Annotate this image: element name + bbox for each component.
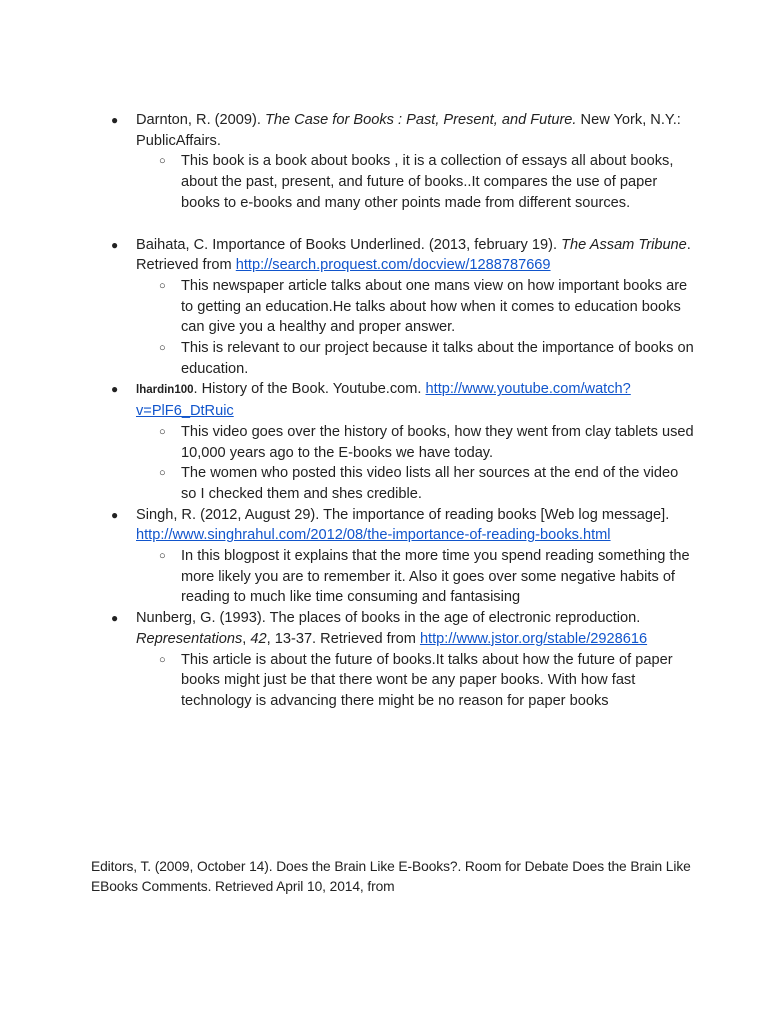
- circle-bullet-icon: ○: [159, 467, 166, 480]
- annotation-item: [159, 650, 696, 712]
- reference-entry: [111, 379, 696, 504]
- annotation-text: The women who posted this video lists all her sources at the end of the video so I checked them and shes credible.: [181, 465, 679, 502]
- annotation-list: [159, 546, 696, 608]
- bullet-icon: ●: [111, 113, 119, 127]
- bibliography-list: [111, 110, 696, 712]
- reference-link[interactable]: http://search.proquest.com/docview/1288787669: [235, 257, 551, 274]
- circle-bullet-icon: ○: [159, 653, 166, 666]
- citation-journal: Representations: [136, 630, 243, 647]
- reference-entry: [111, 235, 696, 380]
- circle-bullet-icon: ○: [159, 279, 166, 292]
- annotation-list: [159, 276, 696, 380]
- annotation-text: This article is about the future of books.It talks about how the future of paper books might just be that there wont be any paper books. With how fast technology is advancing there might be no reason for paper books: [181, 651, 673, 709]
- annotation-item: [159, 276, 696, 338]
- reference-citation: [136, 608, 696, 649]
- annotation-item: [159, 422, 696, 463]
- citation-text: ,: [242, 630, 251, 647]
- annotation-text: This book is a book about books , it is a collection of essays all about books, about the past, present, and future of books..It compares the use of paper books to e-books and many other points made from different sources.: [181, 153, 674, 211]
- citation-title: The Case for Books : Past, Present, and Future.: [264, 112, 577, 128]
- citation-text: , 13-37. Retrieved from: [266, 630, 420, 647]
- annotation-text: This newspaper article talks about one mans view on how important books are to getting an education.He talks about how when it comes to education books can give you a healthy and proper answer.: [181, 277, 688, 336]
- annotation-text: This video goes over the history of books, how they went from clay tablets used 10,000 years ago to the E-books we have today.: [181, 423, 694, 461]
- reference-entry: [111, 110, 696, 214]
- citation-text: Singh, R. (2012, August 29). The importance of reading books [Web log message].: [136, 506, 670, 523]
- citation-text: Baihata, C. Importance of Books Underlined. (2013, february 19).: [136, 236, 562, 253]
- reference-link[interactable]: http://www.youtube.com/watch?v=PlF6_DtRuic: [136, 381, 631, 420]
- citation-text: . History of the Book. Youtube.com.: [193, 381, 426, 398]
- author-handle: lhardin100: [136, 384, 194, 397]
- citation-title: The Assam Tribune: [561, 236, 687, 253]
- annotation-text: This is relevant to our project because it talks about the importance of books on education.: [181, 340, 694, 377]
- circle-bullet-icon: ○: [159, 425, 166, 438]
- reference-citation: [136, 110, 696, 151]
- circle-bullet-icon: ○: [159, 550, 166, 563]
- annotation-item: [159, 338, 696, 379]
- bullet-icon: ●: [111, 507, 119, 522]
- reference-citation: [136, 379, 696, 421]
- bullet-icon: ●: [111, 611, 119, 626]
- citation-text: Darnton, R. (2009).: [136, 112, 265, 128]
- reference-entry: [111, 505, 696, 609]
- reference-link[interactable]: http://www.singhrahul.com/2012/08/the-importance-of-reading-books.html: [136, 527, 611, 544]
- citation-text: . Retrieved from: [136, 236, 691, 274]
- citation-text: New York, N.Y.: PublicAffairs.: [136, 112, 681, 149]
- reference-link[interactable]: http://www.jstor.org/stable/2928616: [419, 630, 648, 647]
- bullet-icon: ●: [111, 237, 119, 252]
- annotation-text: In this blogpost it explains that the more time you spend reading something the more likely you are to remember it. Also it goes over some negative habits of reading to much like time consuming and fantasising: [181, 548, 690, 606]
- reference-entry: [111, 608, 696, 712]
- circle-bullet-icon: ○: [159, 342, 166, 355]
- annotation-item: [159, 546, 696, 608]
- citation-text: Nunberg, G. (1993). The places of books in the age of electronic reproduction.: [136, 610, 641, 627]
- annotation-list: [159, 151, 696, 213]
- reference-citation: [136, 505, 696, 546]
- footer-citation: Editors, T. (2009, October 14). Does the Brain Like E-Books?. Room for Debate Does the Brain Like EBooks Comments. Retrieved April 10, 2014, from: [91, 859, 691, 894]
- annotation-list: [159, 650, 696, 712]
- annotation-item: [159, 151, 696, 213]
- annotation-item: [159, 463, 696, 504]
- bullet-icon: ●: [111, 382, 119, 397]
- reference-citation: [136, 235, 696, 276]
- annotation-list: [159, 422, 696, 505]
- circle-bullet-icon: ○: [159, 155, 166, 168]
- citation-volume: 42: [250, 630, 267, 647]
